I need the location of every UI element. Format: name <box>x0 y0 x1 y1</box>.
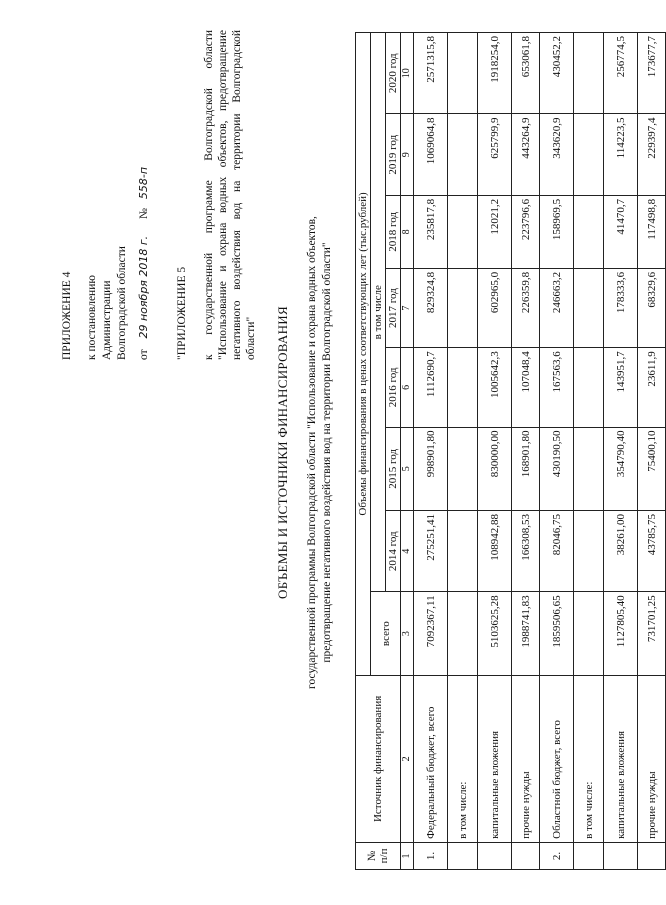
financing-table <box>355 32 666 870</box>
document-subtitle-1: государственной программы Волгоградской области "Использование и охрана водных объектов, <box>306 216 318 689</box>
col-index: 9 <box>401 114 414 195</box>
row-number <box>512 842 540 869</box>
appendix-header <box>60 40 152 360</box>
row-source: в том числе: <box>448 675 478 842</box>
row-year-value: 223796,6 <box>512 195 540 268</box>
decree-date-line <box>136 40 152 360</box>
col-header-no: № п/п <box>356 842 401 869</box>
appendix5-block <box>175 30 258 360</box>
row-source: капитальные вложения <box>478 675 512 842</box>
row-year-value: 75400,10 <box>638 427 666 510</box>
row-source: Областной бюджет, всего <box>540 675 574 842</box>
row-year-value <box>448 33 478 114</box>
decree-date: 29 ноября 2018 г. <box>137 235 150 339</box>
col-index: 7 <box>401 268 414 347</box>
row-year-value: 23611,9 <box>638 348 666 427</box>
row-total: 1988741,83 <box>512 592 540 675</box>
col-index: 8 <box>401 195 414 268</box>
col-header-year: 2015 год <box>386 427 401 510</box>
row-year-value <box>574 195 604 268</box>
row-year-value: 167563,6 <box>540 348 574 427</box>
row-year-value: 830000,00 <box>478 427 512 510</box>
col-header-year: 2020 год <box>386 33 401 114</box>
row-number <box>638 842 666 869</box>
col-index: 1 <box>401 842 414 869</box>
row-year-value <box>574 427 604 510</box>
row-year-value: 143951,7 <box>604 348 638 427</box>
col-header-total: всего <box>371 592 401 675</box>
col-index: 6 <box>401 348 414 427</box>
row-year-value: 173677,7 <box>638 33 666 114</box>
row-year-value: 829324,8 <box>414 268 448 347</box>
col-header-year: 2014 год <box>386 511 401 592</box>
row-source: капитальные вложения <box>604 675 638 842</box>
col-header-year: 2016 год <box>386 348 401 427</box>
col-header-year: 2019 год <box>386 114 401 195</box>
row-year-value: 235817,8 <box>414 195 448 268</box>
table-row <box>638 33 666 870</box>
row-year-value: 430190,50 <box>540 427 574 510</box>
row-source: Федеральный бюджет, всего <box>414 675 448 842</box>
row-total: 7092367,11 <box>414 592 448 675</box>
row-year-value: 430452,2 <box>540 33 574 114</box>
row-source: прочие нужды <box>638 675 666 842</box>
row-year-value: 256774,5 <box>604 33 638 114</box>
row-number <box>448 842 478 869</box>
row-year-value <box>448 511 478 592</box>
table-row <box>414 33 448 870</box>
row-year-value: 275251,41 <box>414 511 448 592</box>
row-year-value: 1112690,7 <box>414 348 448 427</box>
row-year-value: 1918254,0 <box>478 33 512 114</box>
number-prefix: № <box>138 207 150 219</box>
col-header-year: 2018 год <box>386 195 401 268</box>
row-year-value: 114223,5 <box>604 114 638 195</box>
header-row-index <box>401 33 414 870</box>
table-row <box>540 33 574 870</box>
col-header-year: 2017 год <box>386 268 401 347</box>
row-total: 5103625,28 <box>478 592 512 675</box>
row-year-value <box>574 114 604 195</box>
appendix5-text: к государственной программе Волгоградской области "Использование и охрана водных объектов, предотвращение негативного воздействия вод на территории Волгоградской области" <box>203 30 257 360</box>
row-year-value: 168901,80 <box>512 427 540 510</box>
decree-line-3: Волгоградской области <box>116 246 128 360</box>
row-year-value: 226359,8 <box>512 268 540 347</box>
row-year-value <box>448 348 478 427</box>
row-total: 731701,25 <box>638 592 666 675</box>
col-header-including: в том числе <box>371 33 386 592</box>
row-year-value: 625799,9 <box>478 114 512 195</box>
row-year-value: 1005642,3 <box>478 348 512 427</box>
row-number: 2. <box>540 842 574 869</box>
row-year-value: 107048,4 <box>512 348 540 427</box>
row-year-value: 343620,9 <box>540 114 574 195</box>
row-year-value: 653061,8 <box>512 33 540 114</box>
row-year-value: 602965,0 <box>478 268 512 347</box>
header-row-1 <box>356 33 371 870</box>
row-year-value <box>574 268 604 347</box>
row-year-value: 68329,6 <box>638 268 666 347</box>
row-year-value: 166308,53 <box>512 511 540 592</box>
row-year-value: 178333,6 <box>604 268 638 347</box>
row-year-value: 2571315,8 <box>414 33 448 114</box>
row-year-value: 108942,88 <box>478 511 512 592</box>
row-year-value <box>448 427 478 510</box>
row-year-value: 38261,00 <box>604 511 638 592</box>
row-number <box>604 842 638 869</box>
table-body <box>414 33 666 870</box>
col-index: 5 <box>401 427 414 510</box>
row-year-value: 41470,7 <box>604 195 638 268</box>
row-year-value: 43785,75 <box>638 511 666 592</box>
row-number <box>574 842 604 869</box>
col-header-source: Источник финансирования <box>356 675 401 842</box>
row-total <box>574 592 604 675</box>
decree-line-1: к постановлению <box>86 275 98 360</box>
row-number: 1. <box>414 842 448 869</box>
row-year-value: 158969,5 <box>540 195 574 268</box>
row-total: 1127805,40 <box>604 592 638 675</box>
appendix-label: ПРИЛОЖЕНИЕ 4 <box>61 271 73 360</box>
row-year-value: 229397,4 <box>638 114 666 195</box>
appendix5-title: "ПРИЛОЖЕНИЕ 5 <box>176 266 188 360</box>
col-index: 3 <box>401 592 414 675</box>
table-row <box>478 33 512 870</box>
decree-number: 558-п <box>137 166 150 200</box>
row-year-value: 1069064,8 <box>414 114 448 195</box>
row-total: 1859506,65 <box>540 592 574 675</box>
document-title: ОБЪЕМЫ И ИСТОЧНИКИ ФИНАНСИРОВАНИЯ <box>275 306 290 599</box>
row-year-value: 82046,75 <box>540 511 574 592</box>
decree-line-2: Администрации <box>101 280 113 360</box>
row-year-value: 354790,40 <box>604 427 638 510</box>
row-year-value <box>448 195 478 268</box>
col-index: 2 <box>401 675 414 842</box>
row-year-value: 246663,2 <box>540 268 574 347</box>
col-header-volumes: Объемы финансирования в ценах соответствующих лет (тыс.рублей) <box>356 33 371 676</box>
row-year-value <box>448 268 478 347</box>
row-year-value <box>448 114 478 195</box>
date-prefix: от <box>138 349 150 360</box>
row-year-value <box>574 33 604 114</box>
table-row <box>604 33 638 870</box>
table-row <box>448 33 478 870</box>
col-index: 4 <box>401 511 414 592</box>
row-number <box>478 842 512 869</box>
document-subtitle-2: предотвращение негативного воздействия вод на территории Волгоградской области" <box>321 242 333 663</box>
row-source: прочие нужды <box>512 675 540 842</box>
row-year-value: 117498,8 <box>638 195 666 268</box>
row-year-value: 998901,80 <box>414 427 448 510</box>
table-row <box>512 33 540 870</box>
row-year-value <box>574 511 604 592</box>
table-row <box>574 33 604 870</box>
row-year-value <box>574 348 604 427</box>
row-total <box>448 592 478 675</box>
row-year-value: 443264,9 <box>512 114 540 195</box>
row-year-value: 12021,2 <box>478 195 512 268</box>
row-source: в том числе: <box>574 675 604 842</box>
col-index: 10 <box>401 33 414 114</box>
